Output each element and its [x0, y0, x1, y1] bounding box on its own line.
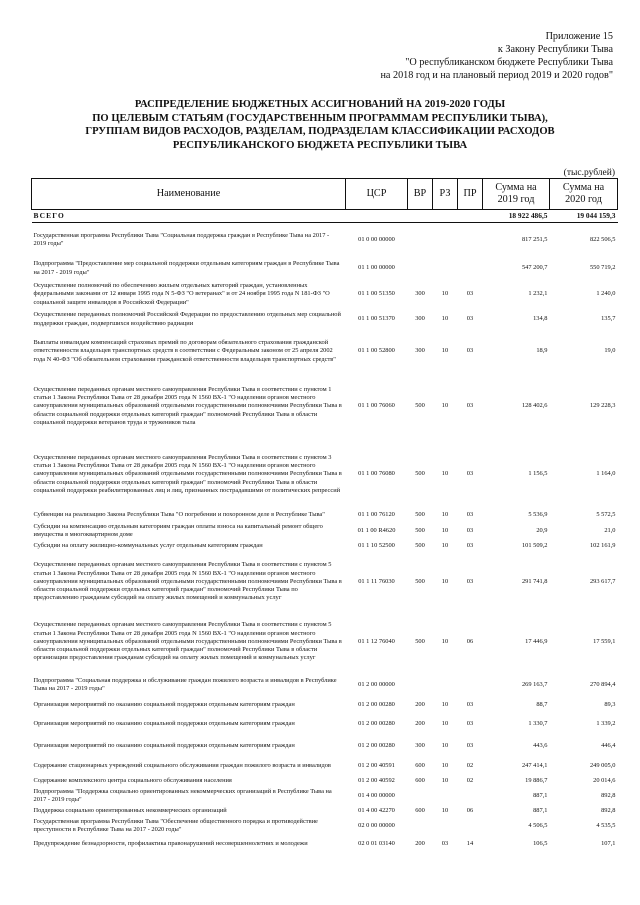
- table-row: [32, 775, 618, 787]
- row-sum-2020: 17 559,1: [593, 637, 616, 645]
- row-pr: 03: [466, 700, 474, 708]
- row-rz: 10: [441, 511, 449, 519]
- row-rz: 10: [441, 402, 449, 410]
- row-rz: 10: [441, 541, 449, 549]
- table-row: [32, 835, 618, 853]
- row-name: Осуществление переданных органам местного самоуправления Республики Тыва в соответствии с пунктом 5 статьи 1 Закона Республики Тыва от 28 декабря 2005 года N 1560 ВХ-1 "О наделении органов местного самоуправления муниципальных образований отдельными государственными полномочиями Республики Тыва в области социальной поддержки отдельных категорий граждан" полномочий Республики Тыва по предоставлению гражданам субсидий на оплату жилых помещений и коммунальных услуг: [33, 561, 342, 601]
- row-csr: 01 2 00 40591: [358, 761, 395, 769]
- total-label: ВСЕГО: [32, 210, 346, 223]
- row-rz: 03: [441, 839, 449, 847]
- row-sum-2019: 443,6: [533, 741, 548, 749]
- row-rz: 10: [441, 637, 449, 645]
- row-csr: 01 2 00 00000: [358, 680, 395, 688]
- appendix-line-2: к Закону Республики Тыва: [497, 44, 613, 55]
- row-name: Государственная программа Республики Тыва "Социальная поддержка граждан в Республике Тыва на 2017 - 2019 годы": [33, 231, 330, 247]
- row-vr: 200: [415, 719, 425, 727]
- row-csr: 01 1 00 00000: [358, 264, 395, 272]
- table-row: [32, 373, 618, 441]
- row-sum-2019: 291 741,8: [521, 577, 548, 585]
- row-name: Содержание комплексного центра социального обслуживания населения: [33, 776, 232, 784]
- row-sum-2020: 5 572,5: [596, 511, 616, 519]
- row-rz: [433, 673, 458, 697]
- row-rz: [433, 257, 458, 281]
- row-vr: 500: [415, 402, 425, 410]
- row-vr: [408, 787, 433, 805]
- title-line-3: ГРУППАМ ВИДОВ РАСХОДОВ, РАЗДЕЛАМ, ПОДРАЗДЕЛАМ КЛАССИФИКАЦИИ РАСХОДОВ: [85, 126, 555, 137]
- table-row: [32, 309, 618, 331]
- appendix-line-4: на 2018 год и на плановый период 2019 и 2020 годов": [380, 70, 613, 81]
- appendix-line-3: "О республиканском бюджете Республики Тыва: [405, 57, 613, 68]
- row-sum-2019: 106,5: [533, 839, 548, 847]
- row-name: Организация мероприятий по оказанию социальной поддержки отдельным категориям граждан: [33, 741, 295, 749]
- header-sum-2020: Сумма на 2020 год: [550, 179, 618, 210]
- row-vr: 500: [415, 541, 425, 549]
- document-title: [40, 98, 600, 152]
- row-sum-2019: 101 509,2: [521, 541, 548, 549]
- table-row: [32, 817, 618, 835]
- row-sum-2020: 21,0: [604, 526, 616, 534]
- row-sum-2020: 135,7: [601, 315, 616, 323]
- row-sum-2020: 249 005,0: [589, 761, 616, 769]
- row-pr: [458, 257, 483, 281]
- row-sum-2019: 1 330,7: [528, 719, 548, 727]
- header-sum-2019: Сумма на 2019 год: [483, 179, 550, 210]
- total-sum-2020: 19 044 159,3: [550, 210, 618, 223]
- row-name: Государственная программа Республики Тыва "Обеспечение общественного порядка и противодействие преступности в Республике Тыва на 2017 - 2020 годы": [33, 817, 318, 833]
- row-vr: 200: [415, 700, 425, 708]
- row-csr: 02 0 01 03140: [358, 839, 395, 847]
- row-pr: 03: [466, 402, 474, 410]
- row-sum-2019: 20,9: [536, 526, 548, 534]
- row-csr: 01 4 00 42270: [358, 806, 395, 814]
- table-row: [32, 757, 618, 775]
- title-line-1: РАСПРЕДЕЛЕНИЕ БЮДЖЕТНЫХ АССИГНОВАНИЙ НА 2019-2020 ГОДЫ: [134, 99, 506, 110]
- budget-table: [31, 178, 618, 853]
- row-vr: [408, 257, 433, 281]
- row-pr: [458, 673, 483, 697]
- row-pr: 06: [466, 806, 474, 814]
- header-csr: ЦСР: [346, 179, 408, 210]
- row-name: Выплаты инвалидам компенсаций страховых премий по договорам обязательного страхования гражданской ответственности владельцев транспортных средств в соответствии с Федеральным законом от 25 апреля 2002 года N 40-ФЗ "Об обязательном страховании гражданской ответственности владельцев транспортных средств": [33, 339, 336, 363]
- row-vr: 500: [415, 577, 425, 585]
- row-sum-2019: 5 536,9: [528, 511, 548, 519]
- row-rz: 10: [441, 290, 449, 298]
- row-pr: 14: [466, 839, 474, 847]
- row-sum-2019: 887,1: [533, 791, 548, 799]
- row-sum-2020: 129 228,3: [589, 402, 616, 410]
- table-row: [32, 331, 618, 373]
- total-sum-2019: 18 922 486,5: [483, 210, 550, 223]
- table-row: [32, 673, 618, 697]
- total-row: [32, 210, 618, 223]
- row-name: Осуществление переданных органам местного самоуправления Республики Тыва в соответствии с пунктом 3 статьи 1 Закона Республики Тыва от 28 декабря 2005 года N 1560 ВХ-1 "О наделении органов местного самоуправления муниципальных образований отдельными государственными полномочиями Республики Тыва в области социальной поддержки отдельных категорий граждан" полномочий Республики Тыва в области социальной поддержки реабилитированных лиц и лиц, признанных пострадавшими от политических репрессий: [33, 454, 342, 494]
- appendix-reference: [253, 30, 613, 82]
- row-sum-2020: 1 339,2: [596, 719, 616, 727]
- row-rz: 10: [441, 347, 449, 355]
- row-pr: 03: [466, 347, 474, 355]
- row-sum-2020: 1 240,0: [596, 290, 616, 298]
- row-name: Подпрограмма "Социальная поддержка и обслуживание граждан пожилого возраста и инвалидов в Республике Тыва на 2017 - 2019 годы": [33, 676, 337, 692]
- row-vr: 600: [415, 776, 425, 784]
- table-row: [32, 539, 618, 553]
- row-vr: 300: [415, 741, 425, 749]
- table-row: [32, 697, 618, 713]
- row-csr: 01 1 00 76060: [358, 402, 395, 410]
- row-name: Подпрограмма "Поддержка социально ориентированных некоммерческих организаций в Республике Тыва на 2017 - 2019 годы": [33, 787, 332, 803]
- table-row: [32, 805, 618, 817]
- row-sum-2019: 134,8: [533, 315, 548, 323]
- appendix-line-1: Приложение 15: [545, 31, 613, 42]
- row-sum-2019: 269 163,7: [521, 680, 548, 688]
- table-row: [32, 281, 618, 309]
- row-name: Содержание стационарных учреждений социального обслуживания граждан пожилого возраста и инвалидов: [33, 761, 331, 769]
- table-row: [32, 257, 618, 281]
- row-csr: 01 1 00 52800: [358, 347, 395, 355]
- row-csr: 01 0 00 00000: [358, 235, 395, 243]
- row-pr: 03: [466, 315, 474, 323]
- row-pr: 03: [466, 719, 474, 727]
- row-pr: 02: [466, 761, 474, 769]
- row-sum-2020: 550 719,2: [589, 264, 616, 272]
- row-sum-2020: 293 617,7: [589, 577, 616, 585]
- row-csr: 01 2 00 00280: [358, 719, 395, 727]
- units-label: (тыс.рублей): [563, 168, 615, 178]
- row-name: Субвенции на реализацию Закона Республики Тыва "О погребении и похоронном деле в Республике Тыва": [33, 511, 325, 519]
- row-sum-2019: 19 886,7: [525, 776, 548, 784]
- row-vr: [408, 817, 433, 835]
- row-vr: 500: [415, 511, 425, 519]
- row-pr: 06: [466, 637, 474, 645]
- row-rz: 10: [441, 577, 449, 585]
- row-csr: 01 2 00 00280: [358, 700, 395, 708]
- row-csr: 01 1 00 51370: [358, 315, 395, 323]
- row-name: Организация мероприятий по оказанию социальной поддержки отдельным категориям граждан: [33, 700, 295, 708]
- row-vr: 300: [415, 315, 425, 323]
- row-name: Осуществление переданных органам местного самоуправления Республики Тыва в соответствии с пунктом 1 статьи 1 Закона Республики Тыва от 28 декабря 2005 года N 1560 ВХ-1 "О наделении органов местного самоуправления муниципальных образований отдельными государственными полномочиями Республики Тыва в области социальной поддержки отдельных категорий граждан" полномочий Республики Тыва в области социальной поддержки ветеранов труда и тружеников тыла: [33, 386, 342, 426]
- row-sum-2020: 4 535,5: [596, 821, 616, 829]
- row-csr: 01 1 00 51350: [358, 290, 395, 298]
- row-pr: 03: [466, 577, 474, 585]
- table-row: [32, 223, 618, 257]
- row-sum-2019: 17 446,9: [525, 637, 548, 645]
- row-name: Предупреждение безнадзорности, профилактика правонарушений несовершеннолетних и молодежи: [33, 839, 308, 847]
- row-vr: 300: [415, 347, 425, 355]
- row-rz: 10: [441, 806, 449, 814]
- row-vr: 500: [415, 526, 425, 534]
- row-sum-2019: 4 506,5: [528, 821, 548, 829]
- row-rz: 10: [441, 741, 449, 749]
- row-vr: 600: [415, 806, 425, 814]
- row-sum-2019: 887,1: [533, 806, 548, 814]
- row-pr: [458, 223, 483, 257]
- row-sum-2019: 128 402,6: [521, 402, 548, 410]
- row-vr: 500: [415, 637, 425, 645]
- title-line-4: РЕСПУБЛИКАНСКОГО БЮДЖЕТА РЕСПУБЛИКИ ТЫВА: [172, 139, 468, 151]
- row-csr: 01 2 00 00280: [358, 741, 395, 749]
- row-rz: [433, 787, 458, 805]
- row-vr: [408, 673, 433, 697]
- row-sum-2019: 18,9: [536, 347, 548, 355]
- row-rz: 10: [441, 719, 449, 727]
- row-rz: 10: [441, 700, 449, 708]
- table-row: [32, 441, 618, 509]
- table-header-row: [32, 179, 618, 210]
- row-csr: 01 1 00 76080: [358, 470, 395, 478]
- row-rz: [433, 223, 458, 257]
- row-sum-2020: 270 894,4: [589, 680, 616, 688]
- row-pr: 03: [466, 290, 474, 298]
- row-pr: 03: [466, 541, 474, 549]
- row-csr: 01 1 12 76040: [358, 637, 395, 645]
- row-sum-2019: 1 232,1: [528, 290, 548, 298]
- table-row: [32, 713, 618, 735]
- row-csr: 01 1 00 R4620: [357, 526, 396, 534]
- row-sum-2020: 892,8: [601, 806, 616, 814]
- row-name: Осуществление переданных полномочий Российской Федерации по предоставлению отдельных мер социальной поддержки граждан, подвергшихся воздействию радиации: [33, 311, 341, 327]
- row-pr: [458, 787, 483, 805]
- row-sum-2020: 446,4: [601, 741, 616, 749]
- row-pr: 03: [466, 526, 474, 534]
- header-pr: ПР: [458, 179, 483, 210]
- row-name: Субсидии на компенсацию отдельным категориям граждан оплаты взноса на капитальный ремонт общего имущества в многоквартирном доме: [33, 522, 323, 538]
- table-row: [32, 509, 618, 523]
- header-rz: РЗ: [433, 179, 458, 210]
- row-csr: 01 2 00 40592: [358, 776, 395, 784]
- row-name: Организация мероприятий по оказанию социальной поддержки отдельным категориям граждан: [33, 719, 295, 727]
- row-csr: 01 1 11 76030: [358, 577, 395, 585]
- row-sum-2020: 89,3: [604, 700, 616, 708]
- row-vr: [408, 223, 433, 257]
- row-pr: [458, 817, 483, 835]
- row-rz: [433, 817, 458, 835]
- row-name: Подпрограмма "Предоставление мер социальной поддержки отдельным категориям граждан в Республике Тыва на 2017 - 2019 годы": [33, 260, 340, 276]
- row-vr: 200: [415, 839, 425, 847]
- row-vr: 300: [415, 290, 425, 298]
- row-sum-2019: 88,7: [536, 700, 548, 708]
- table-row: [32, 523, 618, 539]
- row-rz: 10: [441, 470, 449, 478]
- row-rz: 10: [441, 315, 449, 323]
- header-name: Наименование: [32, 179, 346, 210]
- row-sum-2020: 1 164,0: [596, 470, 616, 478]
- row-rz: 10: [441, 761, 449, 769]
- row-rz: 10: [441, 776, 449, 784]
- row-vr: 600: [415, 761, 425, 769]
- row-pr: 02: [466, 776, 474, 784]
- table-row: [32, 553, 618, 611]
- table-row: [32, 611, 618, 673]
- row-sum-2020: 892,8: [601, 791, 616, 799]
- row-sum-2019: 547 200,7: [521, 264, 548, 272]
- row-sum-2020: 20 014,6: [593, 776, 616, 784]
- row-sum-2019: 247 414,1: [521, 761, 548, 769]
- row-name: Осуществление переданных органам местного самоуправления Республики Тыва в соответствии с пунктом 5 статьи 1 Закона Республики Тыва от 28 декабря 2005 года N 1560 ВХ-1 "О наделении органов местного самоуправления муниципальных образований отдельными государственными полномочиями Республики Тыва в области социальной поддержки отдельных категорий граждан" полномочий Республики Тыва в области организации предоставления гражданам субсидий на оплату жилых помещений и коммунальных услуг: [33, 621, 342, 661]
- row-sum-2019: 817 251,5: [521, 235, 548, 243]
- title-line-2: ПО ЦЕЛЕВЫМ СТАТЬЯМ (ГОСУДАРСТВЕННЫМ ПРОГРАММАМ РЕСПУБЛИКИ ТЫВА),: [92, 112, 548, 124]
- table-row: [32, 735, 618, 757]
- row-csr: 02 0 00 00000: [358, 821, 395, 829]
- row-name: Осуществление полномочий по обеспечению жильем отдельных категорий граждан, установленных федеральными законами от 12 января 1995 года N 5-ФЗ "О ветеранах" и от 24 ноября 1995 года N 181-ФЗ "О социальной защите инвалидов в Российской Федерации": [33, 282, 330, 306]
- row-name: Субсидии на оплату жилищно-коммунальных услуг отдельным категориям граждан: [33, 541, 263, 549]
- row-sum-2020: 822 506,5: [589, 235, 616, 243]
- row-pr: 03: [466, 741, 474, 749]
- row-pr: 03: [466, 511, 474, 519]
- row-sum-2019: 1 156,5: [528, 470, 548, 478]
- row-csr: 01 1 10 52500: [358, 541, 395, 549]
- header-vr: ВР: [408, 179, 433, 210]
- row-rz: 10: [441, 526, 449, 534]
- row-sum-2020: 107,1: [601, 839, 616, 847]
- row-csr: 01 4 00 00000: [358, 791, 395, 799]
- row-name: Поддержка социально ориентированных некоммерческих организаций: [33, 806, 227, 814]
- row-vr: 500: [415, 470, 425, 478]
- row-sum-2020: 102 161,9: [589, 541, 616, 549]
- row-sum-2020: 19,0: [604, 347, 616, 355]
- table-row: [32, 787, 618, 805]
- row-pr: 03: [466, 470, 474, 478]
- row-csr: 01 1 00 76120: [358, 511, 395, 519]
